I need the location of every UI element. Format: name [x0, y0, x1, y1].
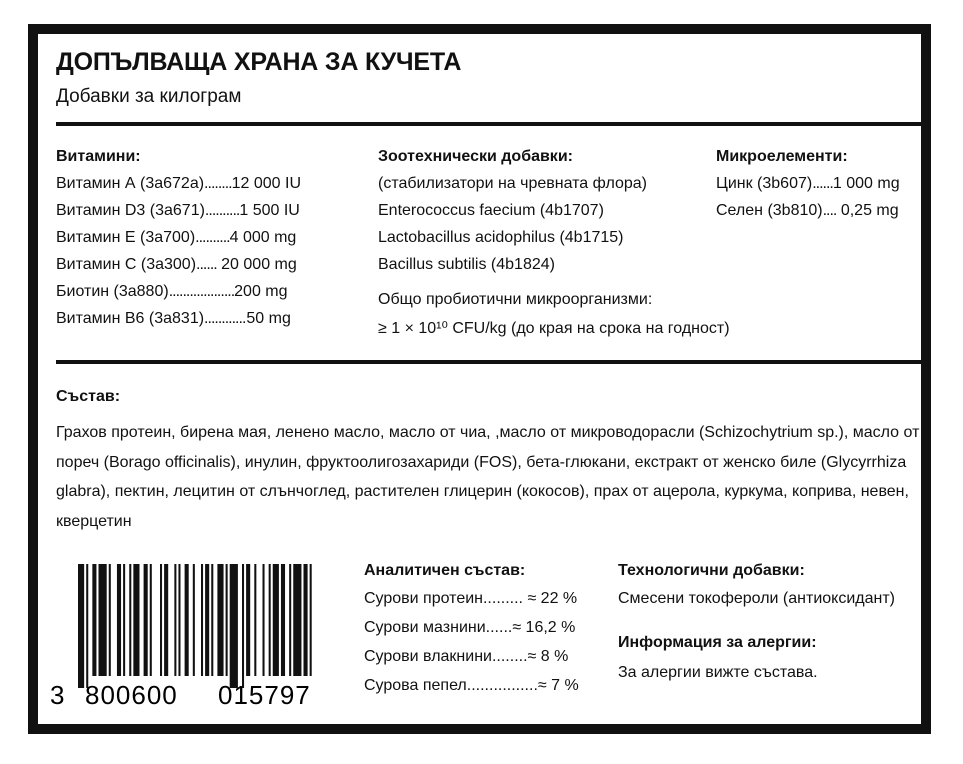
divider-middle — [56, 360, 924, 364]
microelement-value: 1 000 mg — [832, 175, 900, 192]
microelement-name: Селен (3b810) — [716, 202, 823, 219]
barcode-bar — [78, 564, 84, 688]
analytical-row — [364, 590, 579, 619]
vitamin-value: 20 000 mg — [216, 256, 297, 273]
analytical-value: ≈ 22 % — [523, 590, 578, 607]
vitamin-row — [56, 256, 301, 283]
technological-line: Смесени токофероли (антиоксидант) — [618, 590, 895, 607]
barcode-bar — [160, 564, 162, 676]
barcode-bar — [226, 564, 228, 676]
analytical-heading: Аналитичен състав: — [364, 562, 526, 579]
zootechnical-line: (стабилизатори на чревната флора) — [378, 175, 647, 192]
leader-dots: ...... — [485, 619, 513, 636]
leader-dots: ...... — [196, 256, 217, 273]
barcode-bar — [92, 564, 96, 676]
barcode-bar — [205, 564, 209, 676]
barcode-bar — [164, 564, 168, 676]
divider-top — [56, 122, 926, 126]
vitamin-value: .50 mg — [241, 310, 291, 327]
vitamin-value: 200 mg — [234, 283, 288, 300]
leader-dots: ........ — [204, 175, 232, 192]
analytical-value: ≈ 16,2 % — [512, 619, 576, 636]
analytical-row — [364, 648, 579, 677]
microelements-heading: Микроелементи: — [716, 148, 848, 165]
microelement-value: 0,25 mg — [836, 202, 899, 219]
leader-dots: ................ — [466, 677, 538, 694]
allergy-line: За алергии вижте състава. — [618, 664, 818, 681]
allergy-heading: Информация за алергии: — [618, 634, 817, 651]
composition-text: Грахов протеин, бирена мая, ленено масло, масло от чиа, ,масло от микроводорасли (Schizochytrium sp.), масло от пореч (Borago officinalis), инулин, фруктоолигозахариди (FOS), бета-глюкани, екстракт от женско биле (Glycyrrhiza glabra), пектин, лецитин от слънчоглед, растителен глицерин (кокосов), прах от ацерола, куркума, коприва, невен, кверцетин — [56, 424, 920, 530]
vitamin-row — [56, 175, 301, 202]
vitamin-value: 12 000 IU — [231, 175, 301, 192]
barcode-bar — [193, 564, 195, 676]
barcode-bar — [293, 564, 301, 676]
leader-dots: ................... — [168, 283, 235, 300]
barcode-bar — [123, 564, 125, 676]
vitamin-name: Витамин С (3а300) — [56, 256, 197, 273]
leader-dots: .......... — [195, 229, 230, 246]
vitamin-name: Витамин В6 (3а831) — [56, 310, 205, 327]
zootechnical-line: Bacillus subtilis (4b1824) — [378, 256, 555, 273]
barcode-bar — [230, 564, 238, 688]
vitamin-name: Витамин А (3а672а) — [56, 175, 205, 192]
barcode-bar — [304, 564, 308, 676]
technological-section — [618, 562, 895, 693]
barcode-bar — [133, 564, 139, 676]
barcode-bar — [185, 564, 189, 676]
analytical-value: ≈ 7 % — [537, 677, 579, 694]
leader-dots: .......... — [204, 202, 240, 219]
analytical-row — [364, 677, 579, 706]
leader-dots: ...... — [812, 175, 833, 192]
barcode-bar — [254, 564, 256, 676]
leader-dots: ........ — [491, 648, 528, 665]
barcode-digits-left-group: 800600 — [85, 680, 178, 708]
label-title: ДОПЪЛВАЩА ХРАНА ЗА КУЧЕТА — [56, 48, 462, 76]
barcode-bar — [211, 564, 213, 676]
barcode-bar — [174, 564, 176, 676]
analytical-name: Сурови мазнини — [364, 619, 486, 636]
barcode — [48, 558, 338, 708]
barcode-bar — [310, 564, 312, 676]
vitamin-row — [56, 229, 301, 256]
barcode-bar — [246, 564, 250, 676]
probiotic-label: Общо пробиотични микроорганизми: — [378, 291, 653, 308]
vitamin-name: Биотин (3а880) — [56, 283, 169, 300]
zootechnical-heading: Зоотехнически добавки: — [378, 148, 573, 165]
barcode-bar — [217, 564, 223, 676]
barcode-bar — [99, 564, 107, 676]
barcode-digits-right-group: 015797 — [218, 680, 311, 708]
vitamin-row — [56, 283, 301, 310]
composition-section — [56, 388, 936, 536]
label-frame — [28, 24, 931, 734]
probiotic-value: ≥ 1 × 10¹⁰ CFU/kg (до края на срока на годност) — [378, 320, 730, 337]
technological-heading: Технологични добавки: — [618, 562, 805, 579]
barcode-bar — [117, 564, 121, 676]
analytical-name: Сурови протеин — [364, 590, 483, 607]
vitamin-row — [56, 310, 301, 337]
microelement-name: Цинк (3b607) — [716, 175, 813, 192]
zootechnical-line: Lactobacillus acidophilus (4b1715) — [378, 229, 624, 246]
leader-dots: ........... — [204, 310, 242, 327]
analytical-section — [364, 562, 579, 706]
microelement-row — [716, 202, 900, 229]
vitamins-heading: Витамини: — [56, 148, 141, 165]
barcode-digit-left: 3 — [50, 680, 65, 708]
zootechnical-section — [378, 148, 730, 345]
vitamins-section — [56, 148, 301, 337]
vitamin-value: 4 000 mg — [229, 229, 297, 246]
barcode-bar — [273, 564, 279, 676]
analytical-name: Сурови влакнини — [364, 648, 492, 665]
label-subtitle: Добавки за килограм — [56, 86, 242, 107]
barcode-bar — [109, 564, 111, 676]
vitamin-name: Витамин Е (3а700) — [56, 229, 196, 246]
analytical-value: ≈ 8 % — [527, 648, 569, 665]
zootechnical-line: Enterococcus faecium (4b1707) — [378, 202, 604, 219]
barcode-bar — [281, 564, 285, 676]
barcode-bar — [289, 564, 291, 676]
barcode-bar — [144, 564, 148, 676]
analytical-row — [364, 619, 579, 648]
vitamin-value: 1 500 IU — [239, 202, 300, 219]
vitamin-row — [56, 202, 301, 229]
barcode-bar — [150, 564, 152, 676]
barcode-bar — [178, 564, 180, 676]
leader-dots: ......... — [482, 590, 523, 607]
vitamin-name: Витамин D3 (3а671) — [56, 202, 205, 219]
barcode-bar — [242, 564, 244, 688]
barcode-bar — [269, 564, 271, 676]
barcode-bar — [86, 564, 88, 688]
microelement-row — [716, 175, 900, 202]
microelements-section — [716, 148, 900, 229]
composition-heading: Състав: — [56, 388, 121, 405]
barcode-bar — [201, 564, 203, 676]
analytical-name: Сурова пепел — [364, 677, 467, 694]
leader-dots: .... — [822, 202, 837, 219]
barcode-bar — [129, 564, 131, 676]
barcode-bar — [263, 564, 265, 676]
